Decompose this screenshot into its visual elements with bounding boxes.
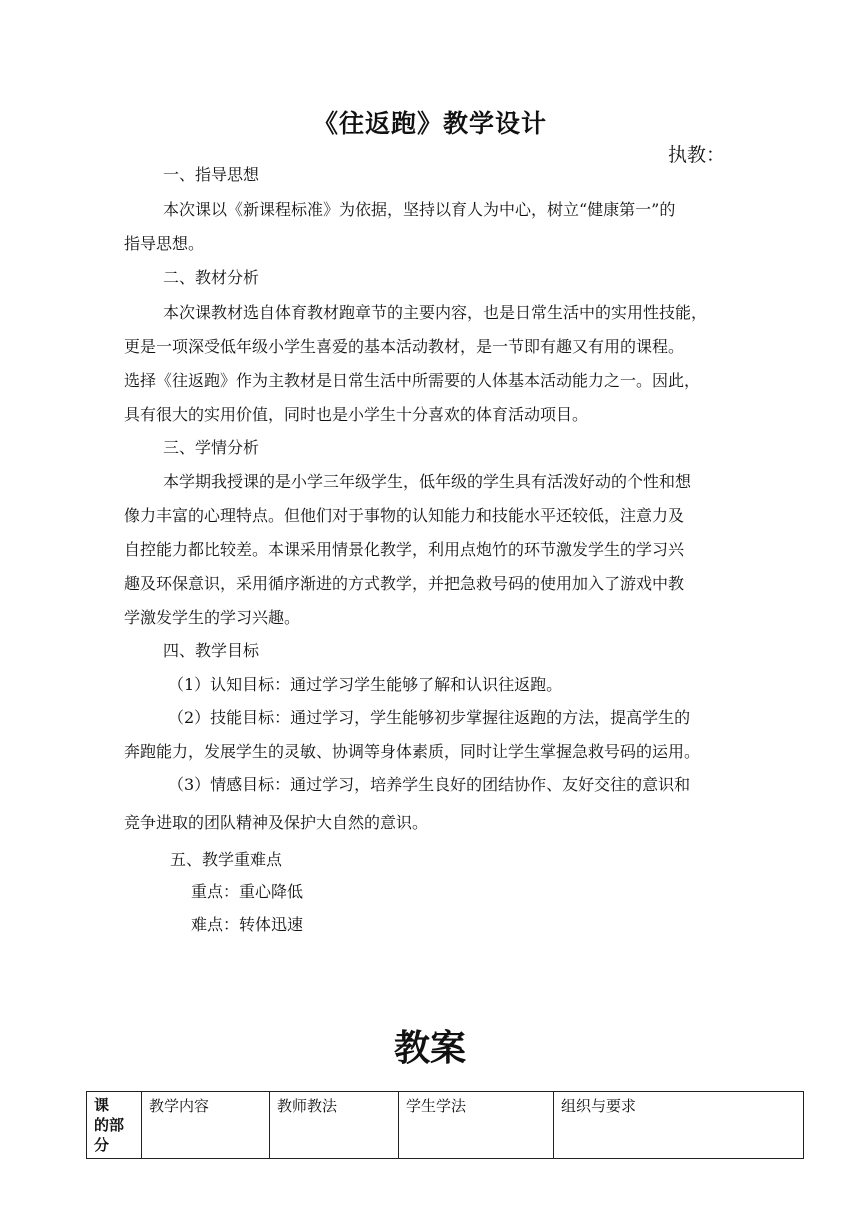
table-header-row — [87, 1092, 804, 1159]
header-part: 课 的部分 — [87, 1092, 142, 1159]
author-label: 执教： — [668, 144, 726, 166]
paragraph-line: 本次课教材选自体育教材跑章节的主要内容，也是日常生活中的实用性技能， — [163, 303, 708, 322]
paragraph-line: 本次课以《新课程标准》为依据，坚持以育人为中心，树立“健康第一”的 — [163, 200, 676, 219]
section-heading-teaching-goals: 四、教学目标 — [163, 641, 260, 660]
paragraph-line: 选择《往返跑》作为主教材是日常生活中所需要的人体基本活动能力之一。因此， — [124, 371, 701, 390]
goal-skill-cont: 奔跑能力，发展学生的灵敏、协调等身体素质，同时让学生掌握急救号码的运用。 — [124, 742, 701, 761]
header-content: 教学内容 — [142, 1092, 270, 1159]
paragraph-line: 趣及环保意识，采用循序渐进的方式教学，并把急救号码的使用加入了游戏中教 — [124, 574, 685, 593]
difficult-point: 难点：转体迅速 — [191, 915, 304, 934]
header-teacher-method: 教师教法 — [270, 1092, 399, 1159]
paragraph-line: 本学期我授课的是小学三年级学生，低年级的学生具有活泼好动的个性和想 — [163, 472, 692, 491]
section-heading-student-analysis: 三、学情分析 — [163, 438, 260, 457]
lesson-plan-table — [86, 1091, 804, 1159]
goal-cognitive: （1）认知目标：通过学习学生能够了解和认识往返跑。 — [168, 675, 563, 694]
goal-affective: （3）情感目标：通过学习，培养学生良好的团结协作、友好交往的意识和 — [168, 775, 691, 794]
paragraph-line: 更是一项深受低年级小学生喜爱的基本活动教材，是一节即有趣又有用的课程。 — [124, 337, 685, 356]
section-heading-guiding-ideology: 一、指导思想 — [163, 165, 260, 184]
key-point: 重点：重心降低 — [191, 882, 304, 901]
lesson-plan-title: 教案 — [393, 1027, 466, 1069]
header-student-method: 学生学法 — [399, 1092, 554, 1159]
paragraph-line: 自控能力都比较差。本课采用情景化教学，利用点炮竹的环节激发学生的学习兴 — [124, 540, 685, 559]
goal-skill: （2）技能目标：通过学习，学生能够初步掌握往返跑的方法，提高学生的 — [168, 708, 691, 727]
paragraph-line: 指导思想。 — [124, 234, 205, 253]
paragraph-line: 学激发学生的学习兴趣。 — [124, 608, 301, 627]
paragraph-line: 像力丰富的心理特点。但他们对于事物的认知能力和技能水平还较低，注意力及 — [124, 506, 685, 525]
goal-affective-cont: 竞争进取的团队精神及保护大自然的意识。 — [124, 813, 429, 832]
document-title: 《往返跑》教学设计 — [312, 109, 547, 138]
section-heading-key-points: 五、教学重难点 — [170, 850, 283, 869]
section-heading-material-analysis: 二、教材分析 — [163, 268, 260, 287]
paragraph-line: 具有很大的实用价值，同时也是小学生十分喜欢的体育活动项目。 — [124, 405, 589, 424]
header-organization: 组织与要求 — [554, 1092, 804, 1159]
